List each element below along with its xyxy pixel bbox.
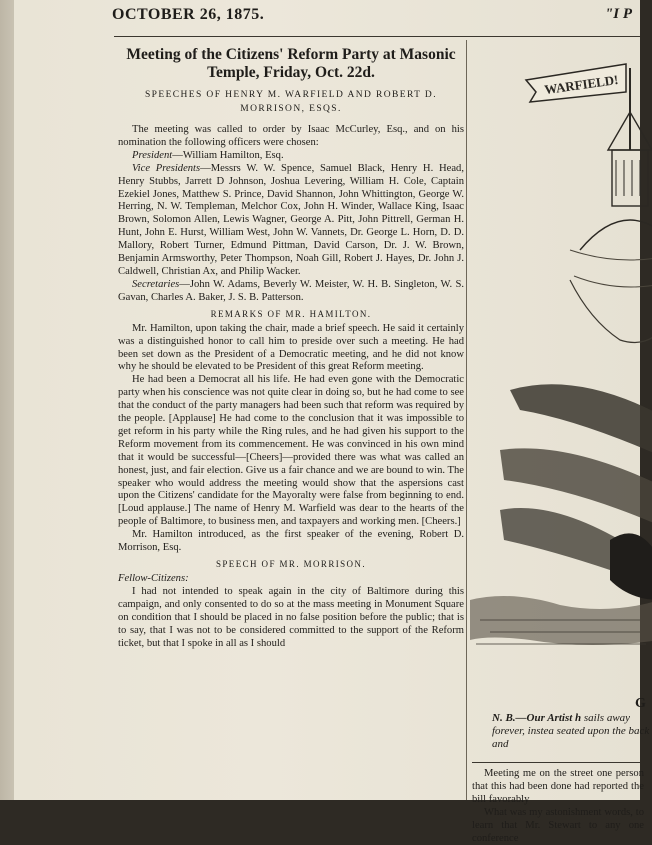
officers-president	[118, 150, 464, 163]
article-intro: The meeting was called to order by Isaac McCurley, Esq., and on his nomination the following officers were chosen:	[118, 124, 464, 148]
water	[470, 596, 652, 645]
caption-initial: G	[635, 696, 646, 711]
vice-label: Vice Presidents	[132, 162, 201, 174]
remarks-paragraph: He had been a Democrat all his life. He had even gone with the Democratic party when his conscience was not quite clear in doing so, but he had come to see that the conduct of the party managers had been such that reform was required by the people. [Applause] He had come to the conclusion that it was impossible to get reform in his party while the Ring rules, and he had given his support to the Reform movement from its commencement. He was convinced in his own mind that it would be successful—[Cheers]—provided there was what was called an honest, just, and fair election. Give us a fair chance and we are bound to win. The speaker who would address the meeting would show that the aspersions cast upon the Citizens' candidate for the Mayoralty were false from beginning to end. [Loud applause.] The name of Henry M. Warfield was dear to the hearts of the people of Baltimore, to business men, and taxpayers and working men. [Cheers.]	[118, 374, 464, 528]
banner-text: WARFIELD!	[543, 71, 620, 98]
remarks-heading: REMARKS OF MR. HAMILTON.	[210, 308, 372, 319]
cartoon-illustration	[470, 40, 640, 688]
page-header	[112, 6, 632, 28]
article-headline: Meeting of the Citizens' Reform Party at Masonic Temple, Friday, Oct. 22d.	[126, 46, 456, 81]
dome-arc	[580, 220, 652, 250]
caption-lead: N. B.—Our Artist h	[492, 712, 582, 724]
dome-bands	[570, 250, 652, 287]
page-header-fragment: "I P	[604, 6, 632, 22]
secretaries-label: Secretaries	[132, 278, 180, 290]
speech-heading: SPEECH OF MR. MORRISON.	[216, 559, 366, 569]
cupola-columns	[616, 160, 640, 196]
president-label: President	[132, 149, 173, 161]
president-text: —William Hamilton, Esq.	[172, 149, 284, 161]
remarks-paragraph: Mr. Hamilton, upon taking the chair, made a brief speech. He said it certainly was a distinguished honor to call him to preside over such a meeting. He had been set down as the President of a Democratic meeting, and he did not know why he should be elevated to be President of this great Reform meeting.	[118, 322, 464, 373]
salutation-text: Fellow-Citizens:	[118, 573, 189, 584]
speech-salutation	[118, 573, 464, 586]
officers-secretaries	[118, 279, 464, 305]
dome-cupola	[612, 150, 648, 206]
header-rule	[114, 36, 640, 37]
speech-paragraph: I had not intended to speak again in the city of Baltimore during this campaign, and only consented to do so at the mass meeting in Monument Square on condition that I should be placed in no false position before the public; that is to say, that I was not to be considered committed to the support of the Reform ticket, but that I spoke in all as I should	[118, 585, 464, 649]
column-divider	[466, 40, 467, 800]
wing-lower	[500, 508, 620, 570]
remarks-paragraph: Mr. Hamilton introduced, as the first speaker of the evening, Robert D. Morrison, Esq.	[118, 529, 464, 554]
caption-rest: sails away forever, instea seated upon the back and	[492, 712, 650, 750]
right-paragraph: What was my astonishment words, to learn that Mr. Stewart to any one conference	[472, 806, 644, 844]
right-paragraph: Meeting me on the street one person that this had been done had reported the bill favorably	[472, 768, 644, 805]
right-column-text	[472, 768, 644, 845]
officers-vice-presidents	[118, 163, 464, 279]
cloud-outline	[570, 280, 652, 343]
illustration-column	[470, 40, 650, 844]
illustration-caption	[492, 712, 652, 751]
right-column-rule	[472, 762, 640, 763]
article-subhead: SPEECHES OF HENRY M. WARFIELD AND ROBERT D. MORRISON, ESQS.	[145, 90, 437, 114]
secretaries-text: —John W. Adams, Beverly W. Meister, W. H. B. Singleton, W. S. Gavan, Charles A. Baker, J. S. B. Patterson.	[118, 278, 464, 303]
article-column	[118, 46, 464, 800]
newspaper-page	[14, 0, 650, 844]
bird-body	[610, 533, 652, 600]
vice-text: —Messrs W. W. Spence, Samuel Black, Henry H. Head, Henry Stubbs, Jarrett D Johnson, Joshua Levering, William H. Cole, Captain Ezekiel Jones, Matthew S. Prince, David Shannon, John Whittington, George W. Herring, N. W. Templeman, Melchor Cox, John H. Winder, Wallace King, Isaac Brown, Solomon Allen, Lewis Wagner, George A. Pitt, John Pittrell, German H. Hunt, John E. Hurst, William West, John W. Vannets, Dr. George L. Horn, D. D. Mallory, Robert Turner, Edmund Pittman, David Carson, Dr. J. W. Brown, Benjamin Armsworthy, Peter Thompson, Noah Gill, Robert J. Hayes, Dr. John J. Caldwell, Christian Ax, and Philip Wacker.	[118, 162, 464, 277]
page-date: OCTOBER 26, 1875.	[112, 6, 265, 23]
